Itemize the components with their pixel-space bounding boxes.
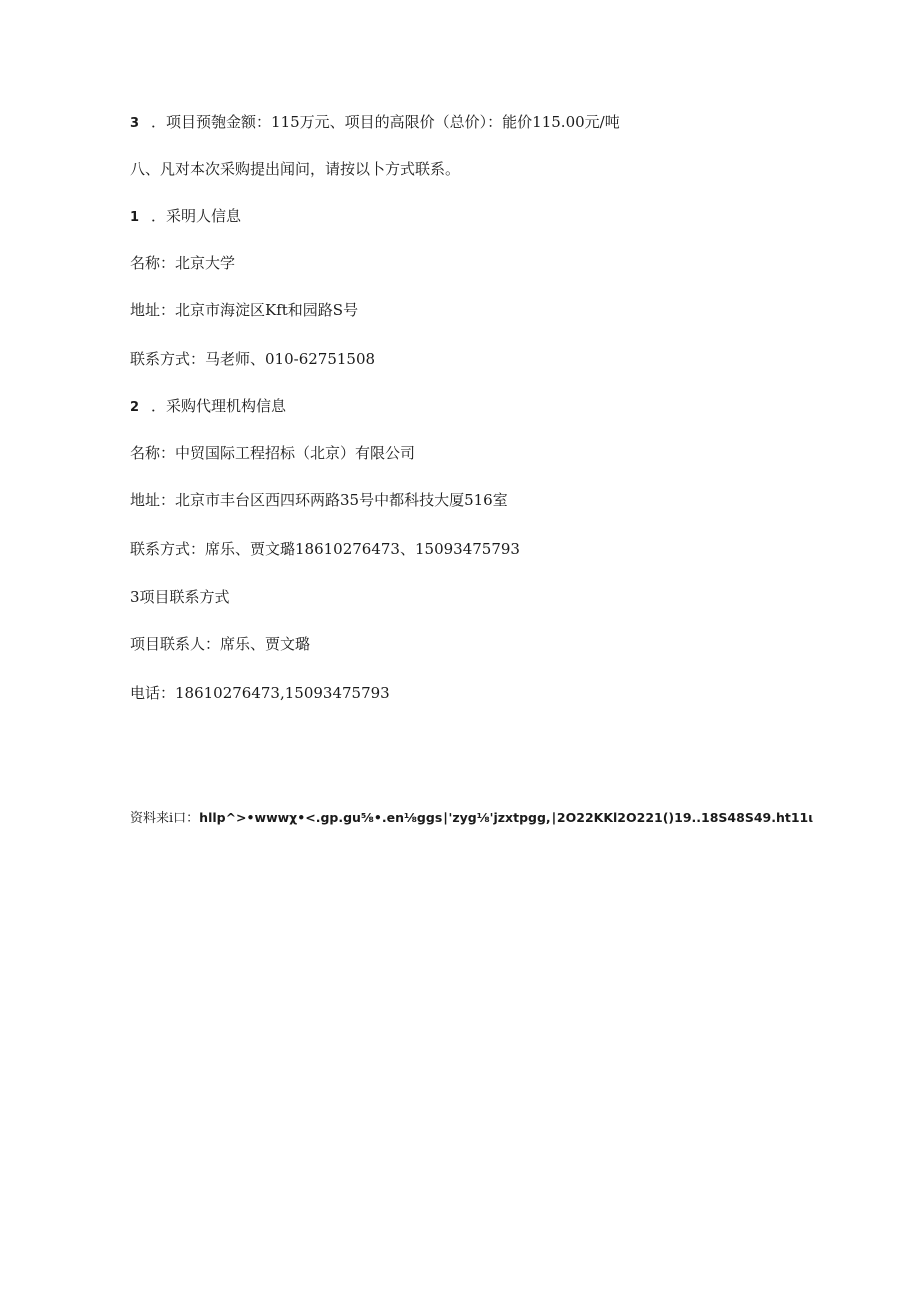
purchaser-contact: 联系方式：马老师、010-62751508: [130, 350, 376, 368]
agency-info-heading: [130, 396, 286, 418]
agency-contact: 联系方式：席乐、贾文璐18610276473、15093475793: [130, 540, 520, 558]
item-number: 3: [130, 116, 140, 131]
project-contact-person: 项目联系人：席乐、贾文璐: [130, 635, 311, 653]
agency-name: 名称：中贸国际工程招标（北京）有限公司: [130, 444, 416, 462]
source-label: 资料来i口：: [130, 811, 200, 826]
budget-line: [130, 112, 620, 134]
item-number: 1: [130, 210, 140, 225]
project-phone: 电话：18610276473,15093475793: [130, 684, 390, 702]
item-number: 2: [130, 400, 140, 415]
project-contact-heading: 3项目联系方式: [130, 588, 230, 606]
agency-info-title: ．采购代理机构信息: [151, 397, 287, 415]
source-reference: [130, 808, 813, 829]
section-heading-contact: 八、凡对本次采购提出闻问，请按以卜方式联系。: [130, 160, 461, 178]
source-url: hllp^>•wwwχ•<.gp.gu⅝•.en⅛ggs∣'zyg⅛'jzxtpgg,∣2O22KKl2O221()19..18S48S49.ht11ι: [199, 810, 814, 825]
purchaser-info-heading: [130, 206, 241, 228]
agency-address: 地址：北京市丰台区西四环两路35号中都科技大厦516室: [130, 491, 508, 509]
purchaser-name: 名称：北京大学: [130, 254, 236, 272]
budget-text: ．项目预匏金额：115万元、项目的高限价（总价）：能价115.00元/吨: [151, 113, 620, 131]
purchaser-address: 地址：北京市海淀区Kft和园路S号: [130, 301, 359, 319]
purchaser-info-title: ．采明人信息: [151, 207, 242, 225]
